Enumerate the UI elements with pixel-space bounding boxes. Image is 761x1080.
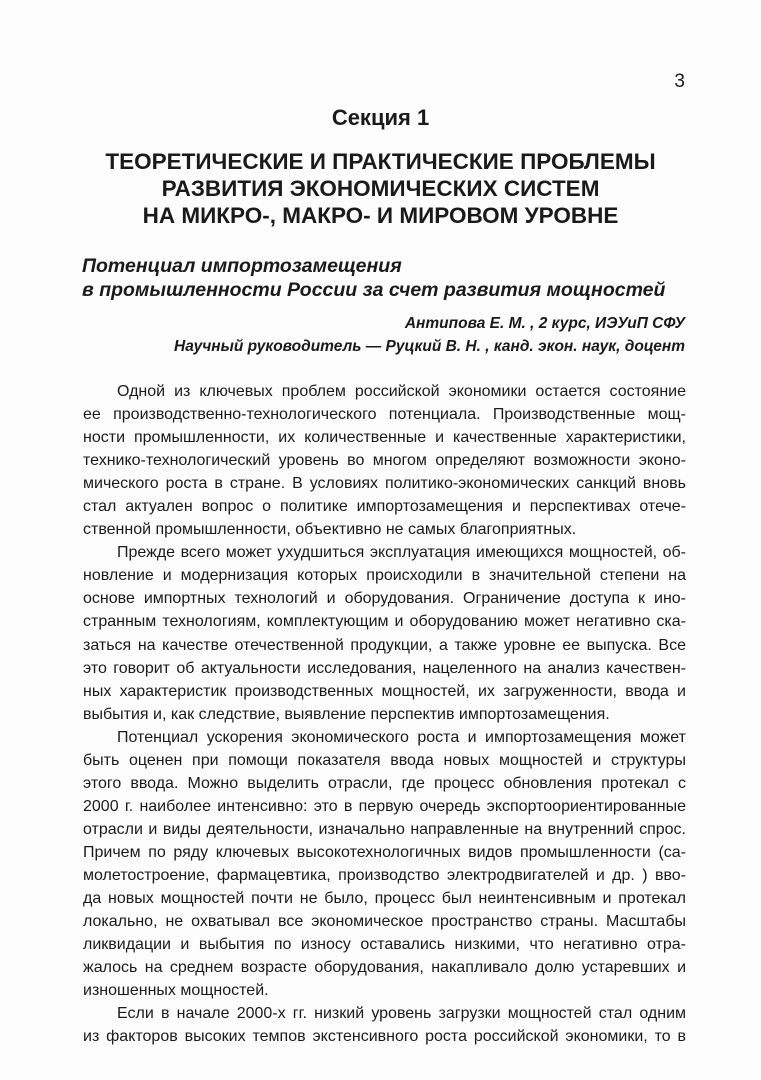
body-text xyxy=(83,380,686,1048)
paragraph-line: ности промышленности, их количественные и качественные характеристики, xyxy=(83,429,686,447)
paragraph-line: заться на качестве отечественной продукции, а также уровне ее выпуска. Все xyxy=(83,636,686,654)
paragraph-line: Причем по ряду ключевых высокотехнологичных видов промышленности (са- xyxy=(83,843,686,861)
paragraph-line: изношенных мощностей. xyxy=(83,982,269,1000)
paragraph xyxy=(83,541,686,725)
paragraph-line: отрасли и виды деятельности, изначально направленные на внутренний спрос. xyxy=(83,820,686,838)
paragraph-line: молетостроение, фармацевтика, производство электродвигателей и др. ) вво- xyxy=(83,866,686,884)
paragraph-line: жалось на среднем возрасте оборудования, накапливало долю устаревших и xyxy=(83,959,686,977)
paragraph-line: странным технологиям, комплектующим и оборудованию может негативно ска- xyxy=(83,613,686,631)
paragraph-line: новление и модернизация которых происходили в значительной степени на xyxy=(83,567,686,585)
paragraph-line: из факторов высоких темпов экстенсивного роста российской экономики, то в xyxy=(83,1028,686,1046)
article-title-line: Потенциал импортозамещения xyxy=(82,255,402,277)
paragraph xyxy=(83,380,686,541)
article-supervisor: Научный руководитель — Руцкий В. Н. , канд. экон. наук, доцент xyxy=(174,338,685,355)
section-heading-line: НА МИКРО-, МАКРО- И МИРОВОМ УРОВНЕ xyxy=(142,203,619,228)
article-title xyxy=(82,254,682,302)
paragraph-line: выбытия и, как следствие, выявление перспектив импортозамещения. xyxy=(83,705,610,723)
paragraph-line: ных характеристик производственных мощностей, их загруженности, ввода и xyxy=(83,682,686,700)
section-heading xyxy=(60,148,701,229)
section-heading-line: РАЗВИТИЯ ЭКОНОМИЧЕСКИХ СИСТЕМ xyxy=(161,176,600,201)
paragraph-line: этого ввода. Можно выделить отрасли, где процесс обновления протекал с xyxy=(83,774,686,792)
article-title-line: в промышленности России за счет развития мощностей xyxy=(82,279,666,301)
paragraph-line: 2000 г. наиболее интенсивно: это в первую очередь экспортоориентированные xyxy=(83,797,686,815)
paragraph xyxy=(83,1002,686,1048)
paragraph-line: ликвидации и выбытия по износу оставались низкими, что негативно отра- xyxy=(83,936,686,954)
paragraph-line: технико-технологический уровень во многом определяют возможности эконо- xyxy=(83,452,686,470)
article-author: Антипова Е. М. , 2 курс, ИЭУиП СФУ xyxy=(404,315,685,332)
page-number: 3 xyxy=(674,71,685,92)
paragraph-line: Одной из ключевых проблем российской экономики остается состояние xyxy=(117,383,686,400)
paragraph-line: это говорит об актуальности исследования, нацеленного на анализ качествен- xyxy=(83,659,686,677)
paragraph-line: основе импортных технологий и оборудования. Ограничение доступа к ино- xyxy=(83,590,686,608)
paragraph-line: ственной промышленности, объективно не самых благоприятных. xyxy=(83,521,577,539)
paragraph-line: Если в начале 2000-х гг. низкий уровень загрузки мощностей стал одним xyxy=(117,1005,686,1023)
paragraph-line: локально, не охватывал все экономическое пространство страны. Масштабы xyxy=(83,913,686,931)
paragraph-line: Прежде всего может ухудшиться эксплуатация имеющихся мощностей, об- xyxy=(117,544,686,562)
paragraph-line: стал актуален вопрос о политике импортозамещения и перспективах отече- xyxy=(83,498,686,516)
paragraph-line: быть оценен при помощи показателя ввода новых мощностей и структуры xyxy=(83,751,686,769)
author-block xyxy=(85,312,685,358)
section-title: Секция 1 xyxy=(331,105,430,130)
section-heading-line: ТЕОРЕТИЧЕСКИЕ И ПРАКТИЧЕСКИЕ ПРОБЛЕМЫ xyxy=(105,149,656,174)
paragraph-line: ее производственно-технологического потенциала. Производственные мощ- xyxy=(83,406,686,424)
paragraph-line: да новых мощностей почти не было, процесс был неинтенсивным и протекал xyxy=(83,890,686,908)
paragraph xyxy=(83,726,686,1003)
paragraph-line: мического роста в стране. В условиях политико-экономических санкций вновь xyxy=(83,475,686,493)
paragraph-line: Потенциал ускорения экономического роста и импортозамещения может xyxy=(117,728,686,746)
